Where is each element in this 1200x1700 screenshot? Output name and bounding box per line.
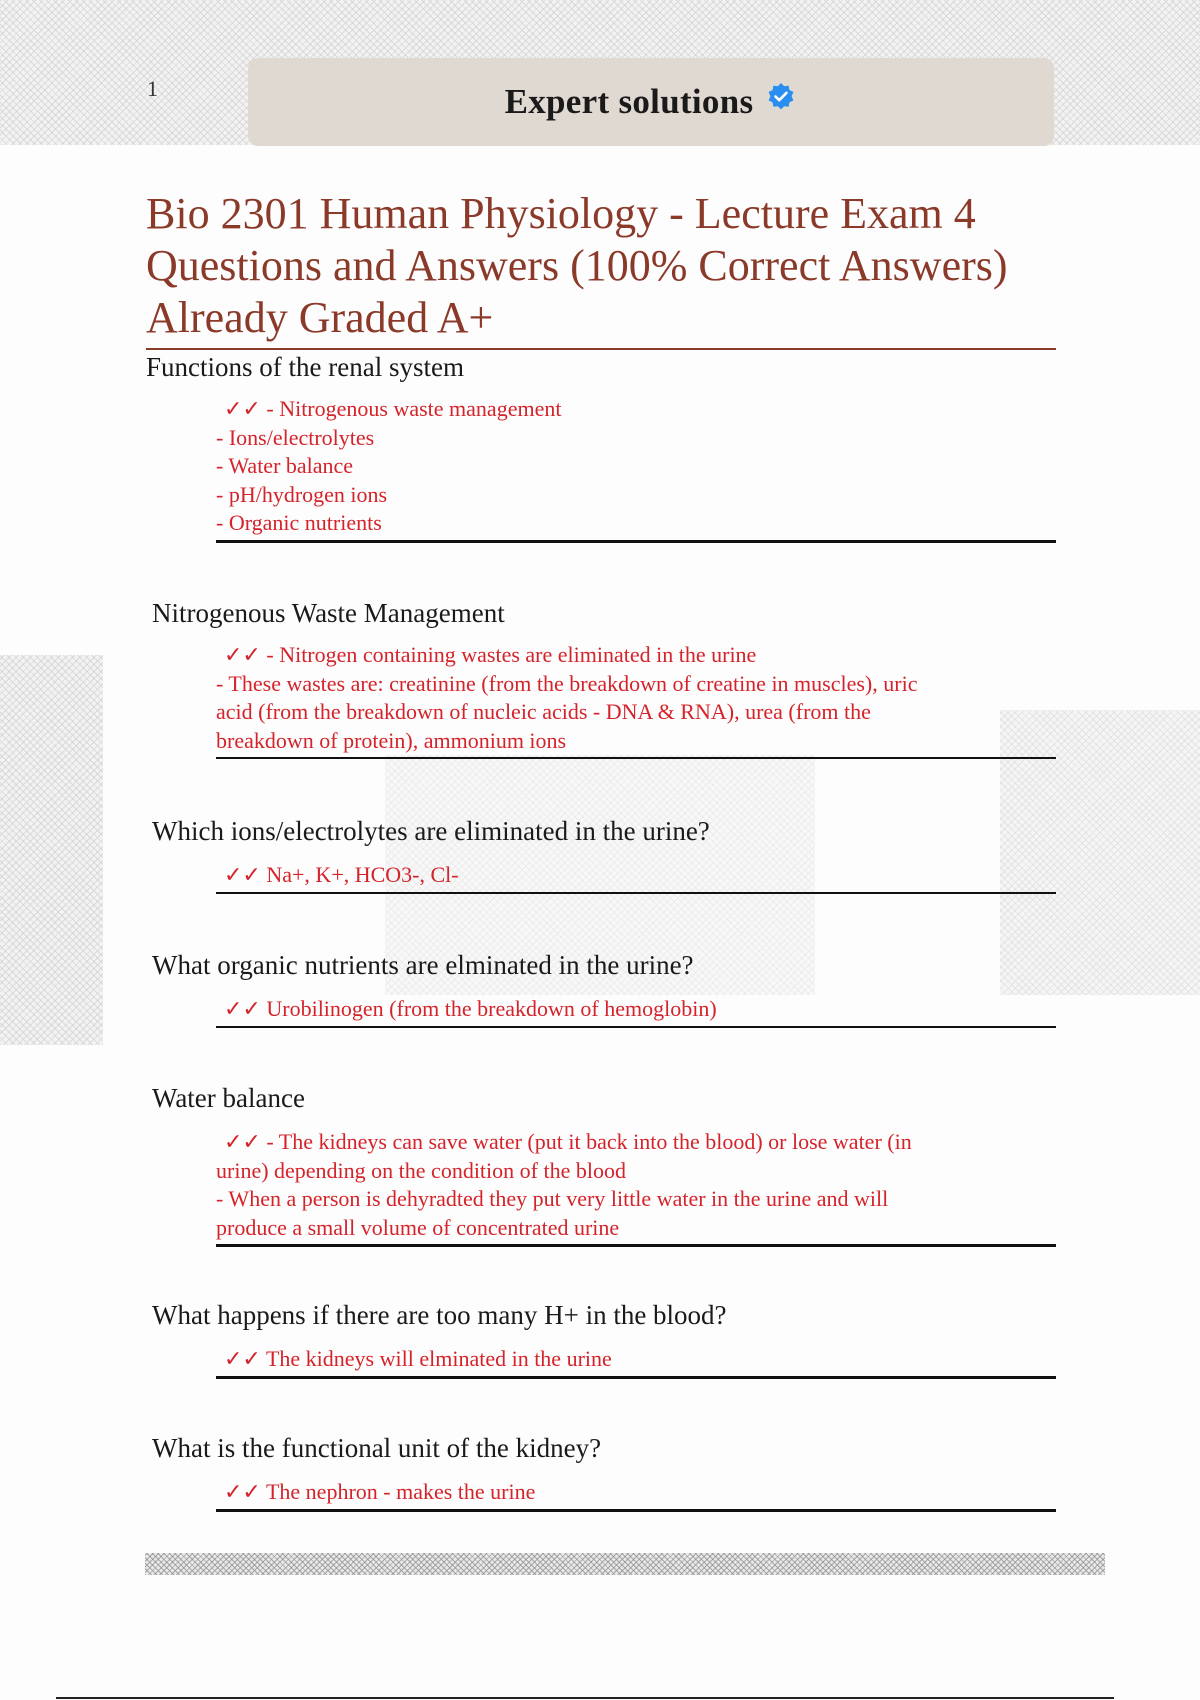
answer-block bbox=[216, 1128, 1056, 1247]
answer-line: ✓✓ - Nitrogen containing wastes are eliminated in the urine bbox=[224, 642, 757, 667]
answer-line: breakdown of protein), ammonium ions bbox=[216, 727, 567, 753]
watermark-pattern-bar bbox=[145, 1553, 1105, 1575]
answer-line: ✓✓ The kidneys will elminated in the urine bbox=[224, 1346, 612, 1371]
verified-badge-icon bbox=[765, 81, 797, 113]
answer-block bbox=[216, 395, 1056, 543]
page-number: 1 bbox=[147, 76, 158, 101]
question-text: What is the functional unit of the kidney? bbox=[152, 1433, 602, 1463]
expert-solutions-banner bbox=[248, 58, 1054, 146]
question-text: What happens if there are too many H+ in the blood? bbox=[152, 1300, 727, 1330]
answer-block bbox=[216, 995, 1056, 1028]
watermark-pattern-left bbox=[0, 655, 103, 1045]
answer-line: produce a small volume of concentrated urine bbox=[216, 1214, 620, 1240]
answer-line: urine) depending on the condition of the blood bbox=[216, 1157, 626, 1183]
qa-item-water-balance bbox=[146, 1083, 1056, 1247]
qa-item-functional-unit bbox=[146, 1433, 1056, 1512]
answer-line: ✓✓ Urobilinogen (from the breakdown of hemoglobin) bbox=[224, 996, 717, 1021]
page-bottom-rule bbox=[56, 1697, 1114, 1699]
answer-line: ✓✓ - Nitrogenous waste management bbox=[224, 396, 562, 421]
answer-line: ✓✓ Na+, K+, HCO3-, Cl- bbox=[224, 862, 459, 887]
qa-item-hydrogen-ions bbox=[146, 1300, 1056, 1379]
question-text: Nitrogenous Waste Management bbox=[152, 598, 505, 628]
qa-item-renal-functions bbox=[146, 352, 1056, 543]
answer-block bbox=[216, 1478, 1056, 1512]
answer-line: - When a person is dehyradted they put very little water in the urine and will bbox=[216, 1186, 889, 1211]
answer-block bbox=[216, 1345, 1056, 1379]
question-text: Which ions/electrolytes are eliminated in the urine? bbox=[152, 816, 710, 846]
answer-line: - Ions/electrolytes bbox=[216, 424, 375, 450]
answer-line: - These wastes are: creatinine (from the breakdown of creatine in muscles), uric bbox=[216, 670, 918, 696]
question-text: Functions of the renal system bbox=[146, 352, 464, 382]
answer-line: ✓✓ - The kidneys can save water (put it back into the blood) or lose water (in bbox=[224, 1129, 912, 1154]
answer-line: - Water balance bbox=[216, 453, 354, 478]
qa-item-nitrogenous-waste bbox=[146, 598, 1056, 759]
answer-block bbox=[216, 641, 1056, 759]
qa-item-organic-nutrients bbox=[146, 950, 1056, 1028]
answer-line: ✓✓ The nephron - makes the urine bbox=[224, 1479, 536, 1504]
answer-line: - pH/hydrogen ions bbox=[216, 481, 388, 507]
answer-line: acid (from the breakdown of nucleic acids - DNA & RNA), urea (from the bbox=[216, 699, 871, 724]
answer-block bbox=[216, 861, 1056, 894]
question-text: Water balance bbox=[152, 1083, 305, 1113]
qa-item-ions bbox=[146, 816, 1056, 894]
answer-line: - Organic nutrients bbox=[216, 510, 382, 535]
document-title: Bio 2301 Human Physiology - Lecture Exam 4 Questions and Answers (100% Correct Answers) Already Graded A+ bbox=[146, 188, 1056, 350]
question-text: What organic nutrients are elminated in the urine? bbox=[152, 950, 694, 980]
banner-label: Expert solutions bbox=[504, 82, 754, 121]
